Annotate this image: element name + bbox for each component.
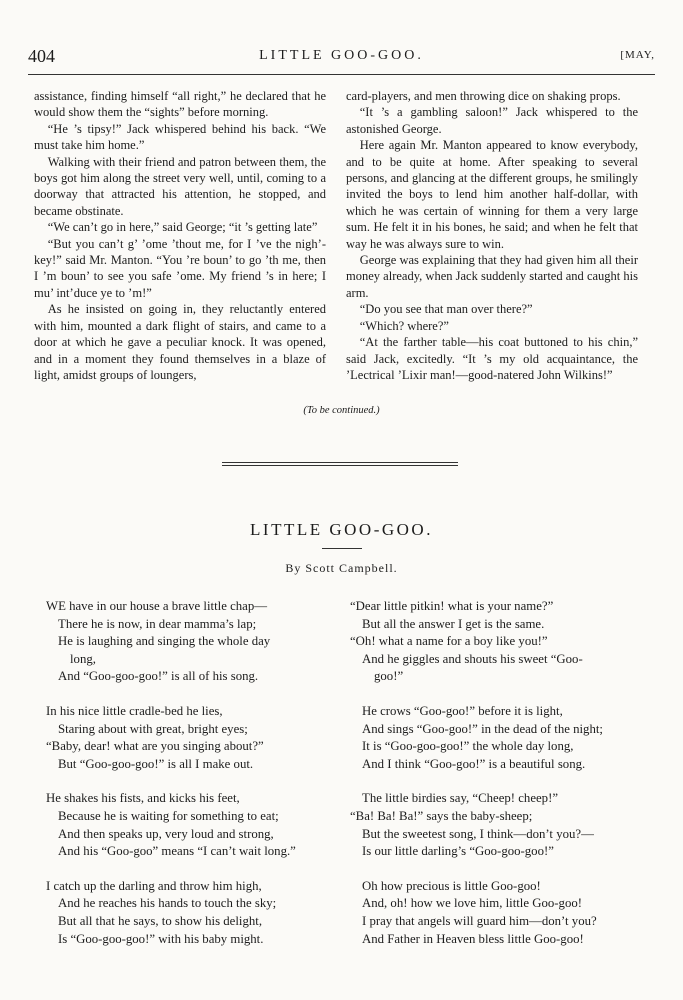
section-divider [222, 465, 458, 466]
poem-line: But all the answer I get is the same. [362, 616, 545, 631]
poem-line: And, oh! how we love him, little Goo-goo! [362, 896, 583, 911]
poem-line: He shakes his fists, and kicks his feet, [46, 791, 240, 806]
poem-line: And “Goo-goo-goo!” is all of his song. [58, 669, 259, 684]
poem-column-right [350, 598, 650, 965]
poem-line: He crows “Goo-goo!” before it is light, [362, 703, 563, 718]
poem-stanza [350, 598, 650, 686]
prose-paragraph: “Do you see that man over there?” [359, 302, 533, 317]
poem-line: He is laughing and singing the whole day [58, 634, 271, 649]
poem-stanza [46, 790, 346, 860]
poem-line: The little birdies say, “Cheep! cheep!” [362, 791, 559, 806]
prose-paragraph: George was explaining that they had given him all their money already, when Jack suddenly started and caught his arm. [346, 253, 638, 300]
poem-line: But the sweetest song, I think—don’t you?— [362, 826, 594, 841]
prose-paragraph: “Which? where?” [359, 318, 449, 333]
poem-line: Because he is waiting for something to eat; [58, 808, 279, 823]
header-rule [28, 74, 655, 75]
poem-line: But all that he says, to show his delight, [58, 913, 263, 928]
poem-stanza [350, 790, 650, 860]
poem-line: And then speaks up, very loud and strong, [58, 826, 274, 841]
poem-line: But “Goo-goo-goo!” is all I make out. [58, 756, 254, 771]
poem-line: And he giggles and shouts his sweet “Goo- [362, 651, 583, 666]
poem-stanza [46, 598, 346, 686]
prose-paragraph: “We can’t go in here,” said George; “it ’s getting late” [47, 220, 318, 235]
month-label: [MAY, [620, 49, 655, 61]
poem-line: There he is now, in dear mamma’s lap; [58, 616, 257, 631]
title-rule [322, 548, 362, 549]
poem-line: Is our little darling’s “Goo-goo-goo!” [362, 844, 554, 859]
poem-line: I pray that angels will guard him—don’t you? [362, 913, 597, 928]
poem-line: WE have in our house a brave little chap— [46, 599, 268, 613]
prose-paragraph: Here again Mr. Manton appeared to know everybody, and to be quite at home. After speaking to several persons, and glancing at the different groups, he smilingly invited the boys to lend him another half-dollar, with which he was certain of winning for them a very large sum. He felt it in his bones, he said; and when he felt that way he was always sure to win. [346, 138, 638, 251]
poem-line: “Oh! what a name for a boy like you!” [350, 634, 548, 649]
poem-line: Staring about with great, bright eyes; [58, 721, 248, 736]
prose-paragraph: card-players, and men throwing dice on shaking props. [346, 89, 621, 103]
running-title: LITTLE GOO-GOO. [259, 48, 424, 63]
poem-stanza [350, 878, 650, 948]
poem-line: I catch up the darling and throw him high, [46, 878, 262, 893]
poem-line: And his “Goo-goo” means “I can’t wait long.” [58, 844, 296, 859]
poem-line: And he reaches his hands to touch the sky; [58, 896, 277, 911]
poem-line: And sings “Goo-goo!” in the dead of the night; [362, 721, 603, 736]
prose-paragraph: “It ’s a gambling saloon!” Jack whispered to the astonished George. [346, 105, 638, 136]
poem-line: It is “Goo-goo-goo!” the whole day long, [362, 739, 574, 754]
poem-line: In his nice little cradle-bed he lies, [46, 703, 223, 718]
poem-line: Is “Goo-goo-goo!” with his baby might. [58, 931, 264, 946]
poem-line: And I think “Goo-goo!” is a beautiful song. [362, 756, 586, 771]
prose-paragraph: “But you can’t g’ ’ome ’thout me, for I ’ve the nigh’-key!” said Mr. Manton. “You ’re boun’ to go ’th me, then I ’m boun’ to see you safe ’ome. My friend ’s in here; I mu’ int’duce ye to ’m!” [34, 236, 326, 300]
poem-line: “Ba! Ba! Ba!” says the baby-sheep; [350, 808, 533, 823]
poem-column-left [46, 598, 346, 965]
poem-line: goo!” [374, 669, 404, 684]
poem-line: “Baby, dear! what are you singing about?” [46, 739, 264, 754]
poem-byline: By Scott Campbell. [285, 561, 398, 575]
page-header [28, 46, 655, 68]
prose-column-left [34, 88, 326, 383]
prose-paragraph: “He ’s tipsy!” Jack whispered behind his back. “We must take him home.” [34, 121, 326, 153]
section-divider [222, 462, 458, 463]
page-number: 404 [28, 46, 55, 66]
poem-stanza [46, 878, 346, 948]
prose-paragraph: assistance, finding himself “all right,” he declared that he would show them the “sights” before morning. [34, 89, 326, 120]
poem-stanza [350, 703, 650, 773]
prose-paragraph: As he insisted on going in, they reluctantly entered with him, mounted a dark flight of stairs, and came to a door at which he gave a peculiar knock. It was opened, and in a moment they found themselves in a blaze of light, amidst groups of loungers, [34, 302, 326, 382]
poem-line: And Father in Heaven bless little Goo-goo! [362, 931, 584, 946]
poem-line: long, [70, 651, 96, 666]
poem-title: LITTLE GOO-GOO. [250, 520, 433, 539]
prose-paragraph: Walking with their friend and patron between them, the boys got him along the street very well, until, coming to a doorway that attracted his attention, he stopped, and became obstinate. [34, 154, 326, 218]
prose-paragraph: “At the farther table—his coat buttoned to his chin,” said Jack, excitedly. “It ’s my old acquaintance, the ’Lectrical ’Lixir man!—good-natered John Wilkins!” [346, 335, 638, 382]
to-be-continued-note: (To be continued.) [303, 405, 380, 416]
poem-line: “Dear little pitkin! what is your name?” [350, 599, 554, 613]
prose-column-right [346, 88, 638, 383]
poem-stanza [46, 703, 346, 773]
poem-line: Oh how precious is little Goo-goo! [362, 878, 541, 893]
